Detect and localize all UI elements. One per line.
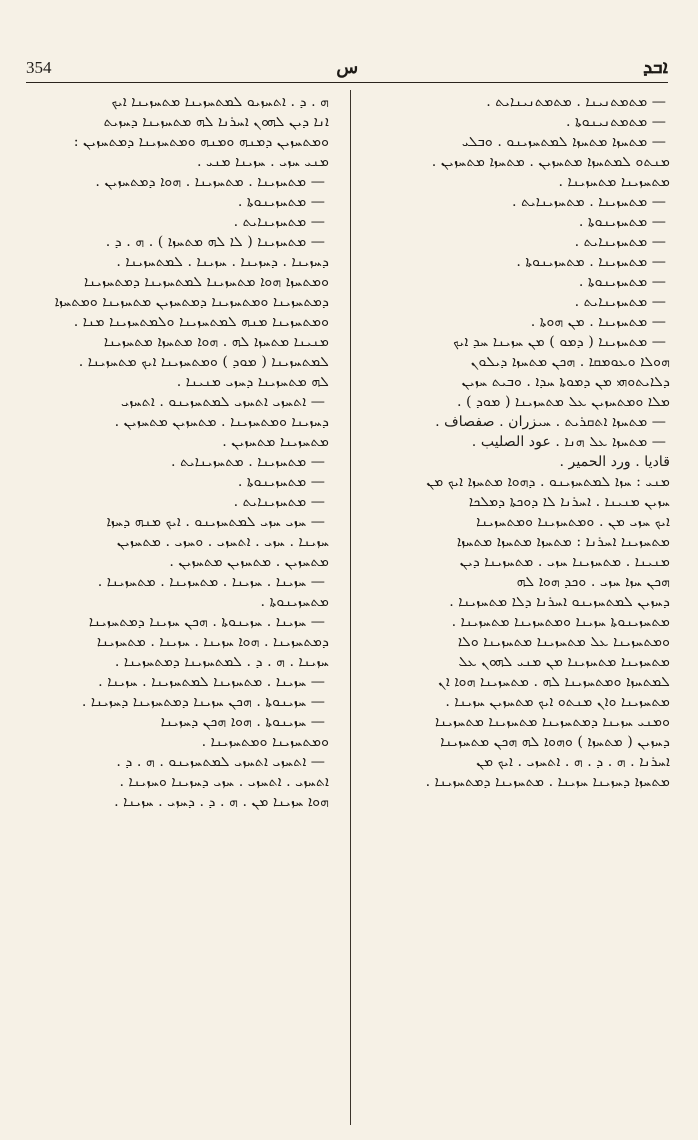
text-line: — ܡܬܚܙܝܢܐ . ܡܢ ܗܘܬܐ . <box>530 314 666 330</box>
page-number: 354 <box>26 58 52 77</box>
text-line: — ܡܬܡܬܢܝܢܐ . ܡܬܡܬܢܝܢܐܝܬ . <box>486 94 666 110</box>
text-line: ܕܡܬܚܙܝܢܐ . ܗܘܐ ܚܙܝܢܐ . ܚܙܝܢܐ . ܡܬܚܙܝܢܐ <box>96 634 329 650</box>
text-line: ܡܢܝܢܐ ܡܬܚܙܐ ܠܗ . ܗܘܐ ܡܬܚܙܐ ܡܬܚܙܝܢܐ <box>103 334 329 350</box>
column-divider <box>350 90 351 1125</box>
header-center-mark: س <box>336 57 359 78</box>
text-line: — ܐܬܚܙܝ ܐܬܚܙܝ ܠܡܬܚܙܝܢܘ . ܐܬܚܙܝ <box>120 394 325 410</box>
text-line: ܕܡܬܚܙܝܢܐ ܘܡܬܚܙܝܢܐ ܕܡܬܚܙܝܢ ܡܬܚܙܝܢܐ ܘܡܬܚܙܐ <box>54 294 329 310</box>
text-line: — ܡܬܚܙܝܢܐܝܬ . <box>574 234 666 250</box>
text-line: — ܡܬܚܙܝܢܘܬܐ . <box>237 194 325 210</box>
text-line: — ܡܬܚܙܝܢܐ . ܡܬܚܙܝܢܐܝܬ . <box>171 454 325 470</box>
text-line: ܡܢܝ : ܚܙܐ ܠܡܬܚܙܝܢܘ . ܕܗܘܐ ܡܬܚܙܐ ܐܝܟ ܡܢ <box>426 474 670 490</box>
right-column <box>370 92 670 792</box>
text-line: ܡܬܚܙܝܢܘܬܐ . <box>260 594 329 610</box>
text-line: ܕܠܐܝܬܘܗܝ ܡܢ ܕܡܘܬܐ ܚܕܐ . ܘܒܝܬ ܚܙܝܢ <box>461 374 670 390</box>
text-line: ܡܬܚܙܝܢܐ ܐܚܪܢܐ : ܡܬܚܙܐ ܡܬܚܙܐ ܡܬܚܙܐ <box>456 534 670 550</box>
text-line: ܐܢܐ ܕܝܢ ܠܗܘܢ ܐܚܪܢܐ ܠܗ ܡܬܚܙܝܢܐ ܕܚܙܝܬ <box>103 114 329 130</box>
text-line: ܕܚܙܝܢܐ . ܕܚܙܝܢܐ . ܚܙܝܢܐ . ܠܡܬܚܙܝܢܐ . <box>116 254 329 270</box>
text-line: ܗܘܐ ܚܙܝܢܐ ܡܢ . ܗ . ܕ . ܕܚܙܝ . ܚܙܝܢܐ . <box>114 794 329 810</box>
text-line: ܡܢܬܘ ܠܡܬܚܙܐ ܡܬܚܙܝܢ . ܡܬܚܙܐ ܡܬܚܙܝܢ . <box>431 154 670 170</box>
text-line: — ܡܬܚܙܝܢܐܝܬ . <box>233 494 325 510</box>
left-column <box>29 92 329 812</box>
text-line: ܚܙܝܢܐ . ܗ . ܕ . ܠܡܬܚܙܝܢܐ ܕܡܬܚܙܝܢܐ . <box>114 654 329 670</box>
text-line: — ܡܬܚܙܝܢܘܬܐ . <box>578 214 666 230</box>
text-line: ܡܢܝܢܐ . ܡܬܚܙܝܢܐ ܚܙܝ . ܡܬܚܙܝܢܐ ܕܝܢ <box>459 554 670 570</box>
text-line: ܡܬܚܙܝܢ . ܡܬܚܙܝܢ ܡܬܚܙܝܢ . <box>169 554 329 570</box>
header-keyword: ܐܒܕ <box>643 56 668 78</box>
text-line: — ܚܙܝܢܘܬܐ . ܗܘܐ ܗܟܢ ܕܚܙܝܢܐ <box>160 714 325 730</box>
text-line: — ܡܬܚܙܝܢܘܬܐ . <box>237 474 325 490</box>
text-line: — ܡܬܚܙܝܢܐܝܬ . <box>574 294 666 310</box>
text-line: ܗܘܠܐ ܘܥܘܡܩܐ . ܗܟܢ ܡܬܚܙܐ ܕܝܠܘܢ <box>470 354 670 370</box>
text-line: — ܡܬܚܙܝܢܘܬܐ . <box>578 274 666 290</box>
text-line: ܠܡܬܚܙܐ ܘܡܬܚܙܝܢܐ ܠܗ . ܡܬܚܙܝܢܐ ܗܘܐ ܐܢ <box>438 674 670 690</box>
text-line: — ܚܙܝܢܐ . ܚܙܝܢܘܬܐ . ܗܟܢ ܚܙܝܢܐ ܕܡܬܚܙܝܢܐ <box>88 614 325 630</box>
text-line: — ܚܙܝܢܐ . ܚܙܝܢܐ . ܡܬܚܙܝܢܐ . ܡܬܚܙܝܢܐ . <box>97 574 325 590</box>
text-line: ܚܙܝܢ ܡܢܝܢܐ . ܐܚܪܢܐ ܠܐ ܕܘܟܬܐ ܕܡܠܟܐ <box>468 494 670 510</box>
text-line: ܘܡܬܚܙܝܢܐ ܘܡܬܚܙܝܢܐ . <box>201 734 329 750</box>
text-line: — ܡܬܚܙܝܢܐ . ܡܬܚܙܝܢܐܝܬ . <box>512 194 666 210</box>
text-line: — ܡܬܚܙܝܢܐ . ܡܬܚܙܝܢܘܬܐ . <box>516 254 666 270</box>
text-line: — ܡܬܚܙܝܢܐ ( ܠܐ ܠܗ ܡܬܚܙܐ ) . ܗ . ܕ . <box>105 234 325 250</box>
text-line: ܡܠܐ ܘܡܬܚܙܝܢ ܥܠ ܡܬܚܙܝܢܐ ( ܡܘܕ ) . <box>456 394 670 410</box>
text-line: ܘܡܬܚܙܐ ܗܘܐ ܡܬܚܙܝܢܐ ܠܡܬܚܙܝܢܐ ܕܡܬܚܙܝܢܐ <box>84 274 329 290</box>
text-line: ܚܙܝܢܐ . ܚܙܝ . ܐܬܚܙܝ . ܘܚܙܝ . ܡܬܚܙܝܢ <box>116 534 329 550</box>
text-line: — ܡܬܚܙܐ ܥܠ ܗܢܐ . عود الصليب . <box>471 434 666 450</box>
text-line: ܡܬܚܙܝܢܐ ܡܬܚܙܝܢ . <box>222 434 329 450</box>
text-line: — ܚܙܝܢܐ . ܡܬܚܙܝܢܐ ܠܡܬܚܙܝܢܐ . ܚܙܝܢܐ . <box>98 674 325 690</box>
text-line: ܡܬܚܙܐ ܕܚܙܝܢܐ ܚܙܝܢܐ . ܡܬܚܙܝܢܐ ܕܡܬܚܙܝܢܐ . <box>425 774 670 790</box>
text-line: ܠܡܬܚܙܝܢܐ ( ܡܘܕ ) ܘܡܬܚܙܝܢܐ ܐܝܟ ܡܬܚܙܝܢܐ . <box>78 354 329 370</box>
text-line: ܐܝܟ ܚܙܝ ܡܢ . ܘܡܬܚܙܝܢܐ ܘܡܬܚܙܝܢܐ <box>476 514 670 530</box>
text-line: ܡܬܚܙܝܢܐ ܡܬܚܙܝܢܐ . <box>558 174 670 190</box>
text-line: ܡܬܚܙܝܢܐ ܡܬܚܙܝܢܐ ܡܢ ܡܢܝ ܠܗܘܢ ܥܠ <box>458 654 670 670</box>
header-rule <box>26 82 668 83</box>
text-line: ܗ . ܕ . ܐܬܚܙܝܘ ܠܡܬܚܙܝܢܐ ܡܬܚܙܝܢܐ ܐܝܟ <box>111 94 329 110</box>
text-line: — ܡܬܚܙܐ ܐܬܩܪܝܬ . ܚܝزران . صفصاف . <box>435 414 666 430</box>
text-line: قادیا . ورد الحمیر . <box>559 454 670 470</box>
text-line: — ܡܬܚܙܝܢܐ ( ܕܡܘ ) ܡܢ ܚܙܝܢܐ ܚܕ ܐܝܟ <box>453 334 666 350</box>
page-header <box>26 52 668 78</box>
text-line: ܕܚܙܝܢ ܠܡܬܚܙܝܢܘ ܐܚܪܢܐ ܕܠܐ ܡܬܚܙܝܢܐ . <box>449 594 670 610</box>
text-line: ܘܡܢܝ ܚܙܝܢܐ ܕܡܬܚܙܝܢܐ ܡܬܚܙܝܢܐ ܡܬܚܙܝܢܐ <box>434 714 670 730</box>
text-line: — ܡܬܡܬܢܝܢܘܬܐ . <box>565 114 666 130</box>
text-line: ܐܬܚܙܝ . ܐܬܚܙܝ . ܚܙܝ ܕܚܙܝܢܐ ܘܚܙܝܢܐ . <box>119 774 329 790</box>
text-line: — ܡܬܚܙܐ ܡܬܚܙܐ ܠܡܬܚܙܝܢܘ . ܘܒܠܝ <box>461 134 666 150</box>
text-line: — ܐܬܚܙܝ ܐܬܚܙܝ ܠܡܬܚܙܝܢܘ . ܗ . ܕ . <box>116 754 325 770</box>
text-line: ܗܟܢ ܚܙܐ ܚܙܝ . ܘܟܕ ܗܘܐ ܠܗ <box>516 574 670 590</box>
text-line: — ܚܙܝ ܚܙܝ ܠܡܬܚܙܝܢܘ . ܐܝܟ ܡܢܗ ܕܚܙܐ <box>106 514 325 530</box>
text-line: ܕܚܙܝܢ ( ܡܬܚܙܐ ) ܘܗܘܐ ܠܗ ܗܟܢ ܡܬܚܙܝܢܐ <box>440 734 670 750</box>
text-line: — ܚܙܝܢܘܬܐ . ܗܟܢ ܚܙܝܢܐ ܕܡܬܚܙܝܢܐ ܕܚܙܝܢܐ . <box>81 694 325 710</box>
text-line: ܘܡܬܚܙܝܢܐ ܡܢܗ ܠܡܬܚܙܝܢܐ ܘܠܡܬܚܙܝܢܐ ܡܢܐ . <box>73 314 329 330</box>
text-line: ܕܚܙܝܢܐ ܘܡܬܚܙܝܢܐ . ܡܬܚܙܝܢ ܡܬܚܙܝܢ . <box>114 414 329 430</box>
text-line: ܘܡܬܚܙܝܢܐ ܥܠ ܡܬܚܙܝܢܐ ܡܬܚܙܝܢܐ ܘܠܐ <box>457 634 670 650</box>
text-line: — ܡܬܚܙܝܢܐ . ܡܬܚܙܝܢܐ . ܗܘܐ ܕܡܬܚܙܝܢ . <box>95 174 325 190</box>
text-line: — ܡܬܚܙܝܢܐܝܬ . <box>233 214 325 230</box>
text-line: ܡܢܝ ܚܙܝ . ܚܙܝܢܐ ܡܢܝ . <box>196 154 329 170</box>
text-line: ܠܗ ܡܬܚܙܝܢܐ ܕܚܙܝ ܡܢܝܢܐ . <box>176 374 329 390</box>
text-line: ܡܬܚܙܝܢܐ ܘܐܢ ܡܢܬܘ ܐܝܟ ܡܬܚܙܝܢ ܚܙܝܢܐ . <box>445 694 670 710</box>
text-line: ܡܬܚܙܝܢܘܬܐ ܚܙܝܢܐ ܘܡܬܚܙܝܢܐ ܡܬܚܙܝܢܐ . <box>451 614 670 630</box>
text-line: ܘܡܬܚܙܝܢ ܕܡܢܗ ܘܡܢܗ ܘܡܬܚܙܝܢܐ ܕܡܬܚܙܝܢ : <box>73 134 329 150</box>
text-line: ܐܚܪܢܐ . ܗ . ܕ . ܗ . ܐܬܚܙܝ . ܐܝܟ ܡܢ <box>476 754 670 770</box>
